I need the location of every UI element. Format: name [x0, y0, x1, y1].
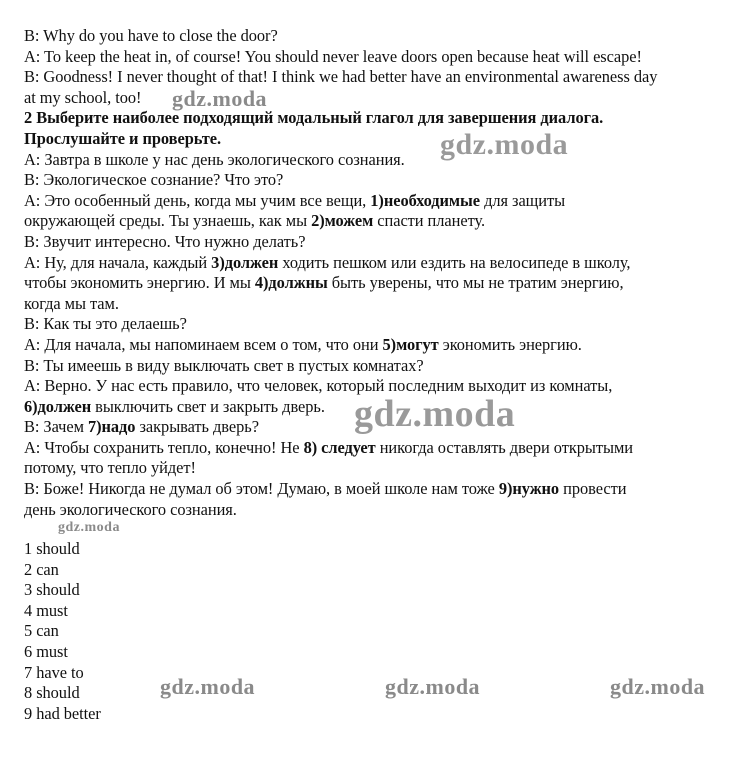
watermark: gdz.moda [610, 674, 706, 699]
dialogue-ru-line [24, 314, 736, 335]
answer-word: 1)необходимые [370, 190, 481, 210]
line-text: быть уверены, что мы не тратим энергию, [327, 273, 624, 293]
line-text: никогда оставлять двери открытыми [375, 437, 633, 457]
line-text: A: Чтобы сохранить тепло, конечно! Не [24, 437, 304, 457]
dialogue-ru-line [24, 191, 736, 212]
answer-word: 7)надо [87, 417, 136, 437]
dialogue-ru-line [24, 458, 736, 479]
dialogue-en-line-3: B: Goodness! I never thought of that! I think we had better have an environmental awareness day [24, 67, 658, 87]
watermark: gdz.moda [354, 393, 516, 435]
answer-word: 4)должны [254, 273, 328, 293]
answer-word: 9)нужно [498, 479, 560, 499]
dialogue-ru-line [24, 479, 736, 500]
dialogue-en-line-1: B: Why do you have to close the door? [24, 26, 278, 45]
answer-item: 2 can [24, 559, 59, 579]
line-text: B: Как ты это делаешь? [24, 314, 187, 334]
dialogue-ru-line [24, 211, 736, 232]
answer-item: 8 should [24, 683, 80, 703]
answer-word: 2)можем [311, 211, 374, 231]
line-text: A: Ну, для начала, каждый [24, 252, 212, 272]
line-text: ходить пешком или ездить на велосипеде в школу, [278, 252, 631, 272]
line-text: для защиты [480, 190, 566, 210]
document-body [24, 26, 736, 520]
answer-item: 5 can [24, 621, 59, 641]
answer-word: 5)могут [382, 334, 439, 354]
watermark: gdz.moda [172, 86, 268, 111]
task-heading-line-2: Прослушайте и проверьте. [24, 128, 222, 148]
dialogue-ru-line [24, 253, 736, 274]
dialogue-ru-line [24, 500, 736, 521]
answer-item: 6 must [24, 641, 68, 661]
line-text: A: Верно. У нас есть правило, что человек, который последним выходит из комнаты, [24, 376, 613, 396]
line-text: потому, что тепло уйдет! [24, 458, 196, 478]
line-text: B: Зачем [24, 417, 88, 437]
answer-item: 1 should [24, 539, 80, 558]
dialogue-ru-line [24, 335, 736, 356]
dialogue-en-line-2: A: To keep the heat in, of course! You should never leave doors open because heat will escape! [24, 46, 642, 66]
line-text: A: Завтра в школе у нас день экологического сознания. [24, 149, 405, 169]
line-text: экономить энергию. [438, 334, 582, 354]
dialogue-en-line-4: at my school, too! [24, 87, 142, 107]
line-text: B: Звучит интересно. Что нужно делать? [24, 231, 306, 251]
dialogue-ru-line [24, 273, 736, 294]
answer-word: 3)должен [211, 252, 279, 272]
dialogue-ru [24, 150, 736, 521]
answer-list [24, 539, 101, 724]
line-text: выключить свет и закрыть дверь. [91, 396, 325, 416]
answer-item: 3 should [24, 580, 80, 600]
line-text: A: Для начала, мы напоминаем всем о том, что они [24, 334, 383, 354]
answer-item: 4 must [24, 600, 68, 620]
line-text: A: Это особенный день, когда мы учим все вещи, [24, 190, 371, 210]
watermark: gdz.moda [160, 674, 256, 699]
line-text: когда мы там. [24, 293, 119, 313]
line-text: B: Экологическое сознание? Что это? [24, 170, 284, 190]
line-text: B: Боже! Никогда не думал об этом! Думаю, в моей школе нам тоже [24, 479, 499, 499]
watermark: gdz.moda [58, 520, 120, 535]
watermark: gdz.moda [385, 674, 481, 699]
answer-item: 7 have to [24, 662, 84, 682]
dialogue-ru-line [24, 294, 736, 315]
line-text: чтобы экономить энергию. И мы [24, 273, 255, 293]
line-text: провести [559, 479, 627, 499]
line-text: B: Ты имеешь в виду выключать свет в пустых комнатах? [24, 355, 424, 375]
dialogue-ru-line [24, 232, 736, 253]
answer-item: 9 had better [24, 703, 101, 723]
line-text: спасти планету. [373, 211, 486, 231]
line-text: окружающей среды. Ты узнаешь, как мы [24, 211, 312, 231]
line-text: день экологического сознания. [24, 499, 237, 519]
dialogue-ru-line [24, 170, 736, 191]
line-text: закрывать дверь? [135, 417, 259, 437]
answer-word: 8) следует [303, 437, 376, 457]
dialogue-ru-line [24, 438, 736, 459]
watermark: gdz.moda [440, 128, 569, 161]
answer-word: 6)должен [24, 396, 92, 416]
dialogue-ru-line [24, 150, 736, 171]
dialogue-ru-line [24, 356, 736, 377]
task-heading-line-1: 2 Выберите наиболее подходящий модальный глагол для завершения диалога. [24, 108, 604, 128]
